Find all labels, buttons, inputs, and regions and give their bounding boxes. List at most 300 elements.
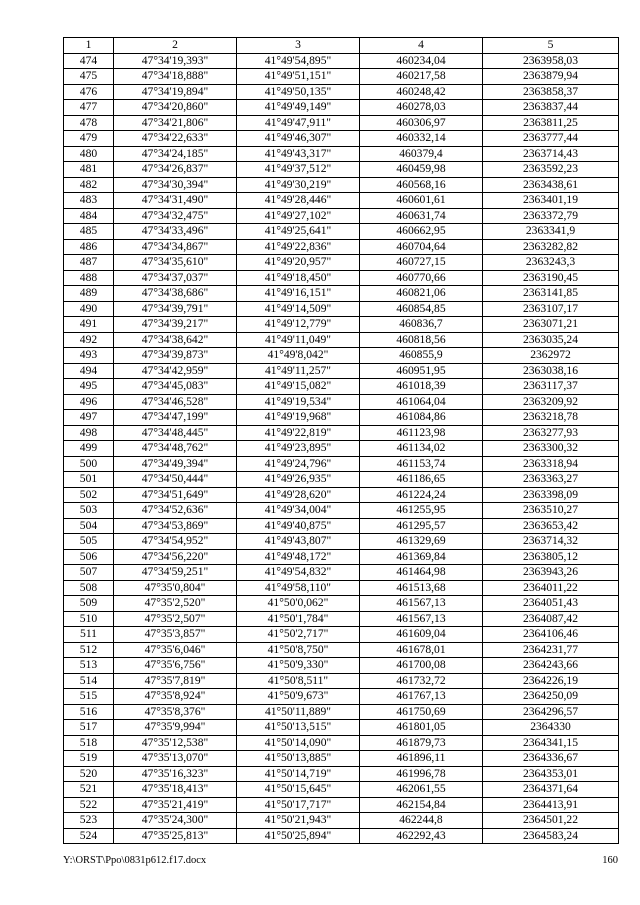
x-coordinate-cell: 460662,95 xyxy=(360,224,483,240)
x-coordinate-cell: 461513,68 xyxy=(360,580,483,596)
y-coordinate-cell: 2363218,78 xyxy=(483,410,619,426)
point-number-cell: 517 xyxy=(64,720,114,736)
longitude-cell: 41°49'25,641" xyxy=(237,224,360,240)
y-coordinate-cell: 2364330 xyxy=(483,720,619,736)
point-number-cell: 478 xyxy=(64,115,114,131)
longitude-cell: 41°49'11,049" xyxy=(237,332,360,348)
longitude-cell: 41°49'26,935" xyxy=(237,472,360,488)
x-coordinate-cell: 461186,65 xyxy=(360,472,483,488)
y-coordinate-cell: 2364501,22 xyxy=(483,813,619,829)
point-number-cell: 491 xyxy=(64,317,114,333)
table-row xyxy=(64,642,619,658)
point-number-cell: 506 xyxy=(64,549,114,565)
x-coordinate-cell: 461064,04 xyxy=(360,394,483,410)
point-number-cell: 486 xyxy=(64,239,114,255)
x-coordinate-cell: 461295,57 xyxy=(360,518,483,534)
table-row xyxy=(64,53,619,69)
point-number-cell: 483 xyxy=(64,193,114,209)
y-coordinate-cell: 2363510,27 xyxy=(483,503,619,519)
point-number-cell: 495 xyxy=(64,379,114,395)
y-coordinate-cell: 2363035,24 xyxy=(483,332,619,348)
x-coordinate-cell: 461879,73 xyxy=(360,735,483,751)
x-coordinate-cell: 461609,04 xyxy=(360,627,483,643)
latitude-cell: 47°34'35,610" xyxy=(114,255,237,271)
x-coordinate-cell: 462061,55 xyxy=(360,782,483,798)
y-coordinate-cell: 2363243,3 xyxy=(483,255,619,271)
y-coordinate-cell: 2363714,43 xyxy=(483,146,619,162)
y-coordinate-cell: 2363117,37 xyxy=(483,379,619,395)
x-coordinate-cell: 460459,98 xyxy=(360,162,483,178)
x-coordinate-cell: 461767,13 xyxy=(360,689,483,705)
y-coordinate-cell: 2363209,92 xyxy=(483,394,619,410)
table-row xyxy=(64,704,619,720)
latitude-cell: 47°34'21,806" xyxy=(114,115,237,131)
coordinates-table xyxy=(63,37,619,844)
table-body xyxy=(64,53,619,844)
y-coordinate-cell: 2363438,61 xyxy=(483,177,619,193)
latitude-cell: 47°35'2,507" xyxy=(114,611,237,627)
longitude-cell: 41°49'8,042" xyxy=(237,348,360,364)
x-coordinate-cell: 460770,66 xyxy=(360,270,483,286)
x-coordinate-cell: 460332,14 xyxy=(360,131,483,147)
point-number-cell: 484 xyxy=(64,208,114,224)
y-coordinate-cell: 2363282,82 xyxy=(483,239,619,255)
longitude-cell: 41°50'11,889" xyxy=(237,704,360,720)
table-row xyxy=(64,549,619,565)
latitude-cell: 47°35'16,323" xyxy=(114,766,237,782)
point-number-cell: 501 xyxy=(64,472,114,488)
table-row xyxy=(64,828,619,844)
latitude-cell: 47°35'2,520" xyxy=(114,596,237,612)
latitude-cell: 47°35'6,046" xyxy=(114,642,237,658)
longitude-cell: 41°49'28,446" xyxy=(237,193,360,209)
y-coordinate-cell: 2363858,37 xyxy=(483,84,619,100)
latitude-cell: 47°34'38,686" xyxy=(114,286,237,302)
latitude-cell: 47°34'20,860" xyxy=(114,100,237,116)
longitude-cell: 41°50'15,645" xyxy=(237,782,360,798)
y-coordinate-cell: 2364051,43 xyxy=(483,596,619,612)
table-row xyxy=(64,115,619,131)
longitude-cell: 41°49'49,149" xyxy=(237,100,360,116)
latitude-cell: 47°34'33,496" xyxy=(114,224,237,240)
x-coordinate-cell: 460836,7 xyxy=(360,317,483,333)
longitude-cell: 41°49'24,796" xyxy=(237,456,360,472)
table-row xyxy=(64,379,619,395)
latitude-cell: 47°34'54,952" xyxy=(114,534,237,550)
latitude-cell: 47°34'32,475" xyxy=(114,208,237,224)
longitude-cell: 41°50'21,943" xyxy=(237,813,360,829)
point-number-cell: 475 xyxy=(64,69,114,85)
x-coordinate-cell: 460379,4 xyxy=(360,146,483,162)
latitude-cell: 47°35'18,413" xyxy=(114,782,237,798)
y-coordinate-cell: 2363879,94 xyxy=(483,69,619,85)
table-row xyxy=(64,673,619,689)
longitude-cell: 41°49'37,512" xyxy=(237,162,360,178)
longitude-cell: 41°50'17,717" xyxy=(237,797,360,813)
longitude-cell: 41°49'28,620" xyxy=(237,487,360,503)
latitude-cell: 47°34'34,867" xyxy=(114,239,237,255)
x-coordinate-cell: 461329,69 xyxy=(360,534,483,550)
latitude-cell: 47°34'26,837" xyxy=(114,162,237,178)
latitude-cell: 47°34'45,083" xyxy=(114,379,237,395)
point-number-cell: 500 xyxy=(64,456,114,472)
y-coordinate-cell: 2363653,42 xyxy=(483,518,619,534)
point-number-cell: 507 xyxy=(64,565,114,581)
point-number-cell: 512 xyxy=(64,642,114,658)
table-header-row xyxy=(64,38,619,54)
table-row xyxy=(64,720,619,736)
x-coordinate-cell: 460248,42 xyxy=(360,84,483,100)
table-row xyxy=(64,766,619,782)
longitude-cell: 41°50'0,062" xyxy=(237,596,360,612)
longitude-cell: 41°49'14,509" xyxy=(237,301,360,317)
latitude-cell: 47°35'9,994" xyxy=(114,720,237,736)
point-number-cell: 497 xyxy=(64,410,114,426)
latitude-cell: 47°34'39,217" xyxy=(114,317,237,333)
table-row xyxy=(64,100,619,116)
longitude-cell: 41°50'25,894" xyxy=(237,828,360,844)
table-row xyxy=(64,84,619,100)
point-number-cell: 523 xyxy=(64,813,114,829)
table-row xyxy=(64,363,619,379)
table-row xyxy=(64,332,619,348)
y-coordinate-cell: 2364087,42 xyxy=(483,611,619,627)
table-row xyxy=(64,565,619,581)
longitude-cell: 41°50'9,330" xyxy=(237,658,360,674)
table-row xyxy=(64,193,619,209)
longitude-cell: 41°49'51,151" xyxy=(237,69,360,85)
y-coordinate-cell: 2363811,25 xyxy=(483,115,619,131)
y-coordinate-cell: 2363300,32 xyxy=(483,441,619,457)
y-coordinate-cell: 2363141,85 xyxy=(483,286,619,302)
latitude-cell: 47°34'50,444" xyxy=(114,472,237,488)
latitude-cell: 47°34'18,888" xyxy=(114,69,237,85)
latitude-cell: 47°35'12,538" xyxy=(114,735,237,751)
point-number-cell: 476 xyxy=(64,84,114,100)
latitude-cell: 47°35'7,819" xyxy=(114,673,237,689)
table-row xyxy=(64,503,619,519)
longitude-cell: 41°49'19,968" xyxy=(237,410,360,426)
table-row xyxy=(64,301,619,317)
latitude-cell: 47°35'6,756" xyxy=(114,658,237,674)
table-row xyxy=(64,735,619,751)
x-coordinate-cell: 461018,39 xyxy=(360,379,483,395)
x-coordinate-cell: 460234,04 xyxy=(360,53,483,69)
x-coordinate-cell: 461464,98 xyxy=(360,565,483,581)
x-coordinate-cell: 461678,01 xyxy=(360,642,483,658)
y-coordinate-cell: 2363398,09 xyxy=(483,487,619,503)
point-number-cell: 522 xyxy=(64,797,114,813)
y-coordinate-cell: 2363277,93 xyxy=(483,425,619,441)
latitude-cell: 47°34'22,633" xyxy=(114,131,237,147)
point-number-cell: 499 xyxy=(64,441,114,457)
longitude-cell: 41°50'14,090" xyxy=(237,735,360,751)
y-coordinate-cell: 2363714,32 xyxy=(483,534,619,550)
point-number-cell: 489 xyxy=(64,286,114,302)
table-row xyxy=(64,224,619,240)
x-coordinate-cell: 460278,03 xyxy=(360,100,483,116)
footer-page-number: 160 xyxy=(602,855,618,866)
y-coordinate-cell: 2364353,01 xyxy=(483,766,619,782)
x-coordinate-cell: 461801,05 xyxy=(360,720,483,736)
point-number-cell: 516 xyxy=(64,704,114,720)
longitude-cell: 41°49'43,317" xyxy=(237,146,360,162)
point-number-cell: 480 xyxy=(64,146,114,162)
point-number-cell: 511 xyxy=(64,627,114,643)
x-coordinate-cell: 461750,69 xyxy=(360,704,483,720)
latitude-cell: 47°34'59,251" xyxy=(114,565,237,581)
latitude-cell: 47°34'24,185" xyxy=(114,146,237,162)
table-row xyxy=(64,518,619,534)
longitude-cell: 41°49'46,307" xyxy=(237,131,360,147)
y-coordinate-cell: 2364341,15 xyxy=(483,735,619,751)
table-row xyxy=(64,611,619,627)
point-number-cell: 493 xyxy=(64,348,114,364)
longitude-cell: 41°50'8,511" xyxy=(237,673,360,689)
point-number-cell: 508 xyxy=(64,580,114,596)
latitude-cell: 47°35'8,924" xyxy=(114,689,237,705)
table-row xyxy=(64,751,619,767)
x-coordinate-cell: 460727,15 xyxy=(360,255,483,271)
longitude-cell: 41°50'13,885" xyxy=(237,751,360,767)
latitude-cell: 47°34'46,528" xyxy=(114,394,237,410)
table-row xyxy=(64,131,619,147)
x-coordinate-cell: 461567,13 xyxy=(360,611,483,627)
y-coordinate-cell: 2364011,22 xyxy=(483,580,619,596)
point-number-cell: 514 xyxy=(64,673,114,689)
column-header: 2 xyxy=(114,38,237,54)
latitude-cell: 47°34'31,490" xyxy=(114,193,237,209)
latitude-cell: 47°34'38,642" xyxy=(114,332,237,348)
table-row xyxy=(64,255,619,271)
y-coordinate-cell: 2363401,19 xyxy=(483,193,619,209)
y-coordinate-cell: 2363363,27 xyxy=(483,472,619,488)
table-row xyxy=(64,286,619,302)
y-coordinate-cell: 2364296,57 xyxy=(483,704,619,720)
x-coordinate-cell: 461567,13 xyxy=(360,596,483,612)
latitude-cell: 47°35'24,300" xyxy=(114,813,237,829)
table-row xyxy=(64,441,619,457)
longitude-cell: 41°49'16,151" xyxy=(237,286,360,302)
longitude-cell: 41°50'13,515" xyxy=(237,720,360,736)
table-row xyxy=(64,472,619,488)
latitude-cell: 47°34'19,894" xyxy=(114,84,237,100)
point-number-cell: 510 xyxy=(64,611,114,627)
x-coordinate-cell: 462154,84 xyxy=(360,797,483,813)
latitude-cell: 47°35'13,070" xyxy=(114,751,237,767)
point-number-cell: 488 xyxy=(64,270,114,286)
table-row xyxy=(64,239,619,255)
longitude-cell: 41°49'54,895" xyxy=(237,53,360,69)
longitude-cell: 41°50'8,750" xyxy=(237,642,360,658)
latitude-cell: 47°34'19,393" xyxy=(114,53,237,69)
point-number-cell: 490 xyxy=(64,301,114,317)
point-number-cell: 509 xyxy=(64,596,114,612)
column-header: 5 xyxy=(483,38,619,54)
y-coordinate-cell: 2364371,64 xyxy=(483,782,619,798)
table-row xyxy=(64,317,619,333)
y-coordinate-cell: 2364226,19 xyxy=(483,673,619,689)
footer-file-path: Y:\ORST\Ppo\0831p612.f17.docx xyxy=(63,855,207,866)
latitude-cell: 47°34'48,762" xyxy=(114,441,237,457)
point-number-cell: 481 xyxy=(64,162,114,178)
longitude-cell: 41°49'18,450" xyxy=(237,270,360,286)
x-coordinate-cell: 460855,9 xyxy=(360,348,483,364)
table-row xyxy=(64,348,619,364)
point-number-cell: 513 xyxy=(64,658,114,674)
x-coordinate-cell: 461123,98 xyxy=(360,425,483,441)
y-coordinate-cell: 2363805,12 xyxy=(483,549,619,565)
point-number-cell: 519 xyxy=(64,751,114,767)
x-coordinate-cell: 460951,95 xyxy=(360,363,483,379)
y-coordinate-cell: 2363190,45 xyxy=(483,270,619,286)
longitude-cell: 41°49'34,004" xyxy=(237,503,360,519)
latitude-cell: 47°34'51,649" xyxy=(114,487,237,503)
table-row xyxy=(64,177,619,193)
table-row xyxy=(64,425,619,441)
y-coordinate-cell: 2364336,67 xyxy=(483,751,619,767)
y-coordinate-cell: 2363958,03 xyxy=(483,53,619,69)
x-coordinate-cell: 461996,78 xyxy=(360,766,483,782)
latitude-cell: 47°35'25,813" xyxy=(114,828,237,844)
point-number-cell: 502 xyxy=(64,487,114,503)
latitude-cell: 47°34'52,636" xyxy=(114,503,237,519)
table-row xyxy=(64,596,619,612)
longitude-cell: 41°49'22,819" xyxy=(237,425,360,441)
table-row xyxy=(64,627,619,643)
table-row xyxy=(64,270,619,286)
point-number-cell: 505 xyxy=(64,534,114,550)
y-coordinate-cell: 2364106,46 xyxy=(483,627,619,643)
latitude-cell: 47°35'21,419" xyxy=(114,797,237,813)
point-number-cell: 482 xyxy=(64,177,114,193)
x-coordinate-cell: 462292,43 xyxy=(360,828,483,844)
table-row xyxy=(64,208,619,224)
x-coordinate-cell: 460854,85 xyxy=(360,301,483,317)
y-coordinate-cell: 2363318,94 xyxy=(483,456,619,472)
point-number-cell: 492 xyxy=(64,332,114,348)
latitude-cell: 47°34'42,959" xyxy=(114,363,237,379)
longitude-cell: 41°49'23,895" xyxy=(237,441,360,457)
latitude-cell: 47°35'3,857" xyxy=(114,627,237,643)
longitude-cell: 41°49'20,957" xyxy=(237,255,360,271)
table-row xyxy=(64,69,619,85)
latitude-cell: 47°34'30,394" xyxy=(114,177,237,193)
longitude-cell: 41°50'2,717" xyxy=(237,627,360,643)
table-row xyxy=(64,146,619,162)
longitude-cell: 41°49'48,172" xyxy=(237,549,360,565)
point-number-cell: 515 xyxy=(64,689,114,705)
y-coordinate-cell: 2363943,26 xyxy=(483,565,619,581)
point-number-cell: 524 xyxy=(64,828,114,844)
latitude-cell: 47°35'8,376" xyxy=(114,704,237,720)
point-number-cell: 518 xyxy=(64,735,114,751)
longitude-cell: 41°50'9,673" xyxy=(237,689,360,705)
x-coordinate-cell: 460568,16 xyxy=(360,177,483,193)
x-coordinate-cell: 460818,56 xyxy=(360,332,483,348)
table-row xyxy=(64,658,619,674)
longitude-cell: 41°49'19,534" xyxy=(237,394,360,410)
point-number-cell: 498 xyxy=(64,425,114,441)
y-coordinate-cell: 2364243,66 xyxy=(483,658,619,674)
latitude-cell: 47°34'39,791" xyxy=(114,301,237,317)
y-coordinate-cell: 2364413,91 xyxy=(483,797,619,813)
table-row xyxy=(64,534,619,550)
x-coordinate-cell: 462244,8 xyxy=(360,813,483,829)
longitude-cell: 41°49'30,219" xyxy=(237,177,360,193)
x-coordinate-cell: 461134,02 xyxy=(360,441,483,457)
longitude-cell: 41°49'22,836" xyxy=(237,239,360,255)
latitude-cell: 47°34'37,037" xyxy=(114,270,237,286)
point-number-cell: 479 xyxy=(64,131,114,147)
x-coordinate-cell: 461153,74 xyxy=(360,456,483,472)
y-coordinate-cell: 2363372,79 xyxy=(483,208,619,224)
latitude-cell: 47°35'0,804" xyxy=(114,580,237,596)
x-coordinate-cell: 461084,86 xyxy=(360,410,483,426)
x-coordinate-cell: 461224,24 xyxy=(360,487,483,503)
longitude-cell: 41°50'14,719" xyxy=(237,766,360,782)
column-header: 3 xyxy=(237,38,360,54)
y-coordinate-cell: 2363071,21 xyxy=(483,317,619,333)
x-coordinate-cell: 461700,08 xyxy=(360,658,483,674)
y-coordinate-cell: 2362972 xyxy=(483,348,619,364)
table-row xyxy=(64,813,619,829)
x-coordinate-cell: 460821,06 xyxy=(360,286,483,302)
point-number-cell: 474 xyxy=(64,53,114,69)
point-number-cell: 521 xyxy=(64,782,114,798)
latitude-cell: 47°34'48,445" xyxy=(114,425,237,441)
y-coordinate-cell: 2363107,17 xyxy=(483,301,619,317)
y-coordinate-cell: 2363777,44 xyxy=(483,131,619,147)
longitude-cell: 41°49'40,875" xyxy=(237,518,360,534)
point-number-cell: 494 xyxy=(64,363,114,379)
longitude-cell: 41°49'11,257" xyxy=(237,363,360,379)
y-coordinate-cell: 2363341,9 xyxy=(483,224,619,240)
point-number-cell: 487 xyxy=(64,255,114,271)
x-coordinate-cell: 461255,95 xyxy=(360,503,483,519)
column-header: 4 xyxy=(360,38,483,54)
longitude-cell: 41°50'1,784" xyxy=(237,611,360,627)
x-coordinate-cell: 461732,72 xyxy=(360,673,483,689)
x-coordinate-cell: 461896,11 xyxy=(360,751,483,767)
table-row xyxy=(64,580,619,596)
table-row xyxy=(64,162,619,178)
longitude-cell: 41°49'58,110" xyxy=(237,580,360,596)
point-number-cell: 485 xyxy=(64,224,114,240)
y-coordinate-cell: 2363837,44 xyxy=(483,100,619,116)
point-number-cell: 503 xyxy=(64,503,114,519)
longitude-cell: 41°49'54,832" xyxy=(237,565,360,581)
x-coordinate-cell: 460704,64 xyxy=(360,239,483,255)
y-coordinate-cell: 2364583,24 xyxy=(483,828,619,844)
longitude-cell: 41°49'47,911" xyxy=(237,115,360,131)
longitude-cell: 41°49'27,102" xyxy=(237,208,360,224)
y-coordinate-cell: 2363038,16 xyxy=(483,363,619,379)
y-coordinate-cell: 2364250,09 xyxy=(483,689,619,705)
point-number-cell: 496 xyxy=(64,394,114,410)
longitude-cell: 41°49'15,082" xyxy=(237,379,360,395)
table-row xyxy=(64,782,619,798)
latitude-cell: 47°34'56,220" xyxy=(114,549,237,565)
longitude-cell: 41°49'43,807" xyxy=(237,534,360,550)
x-coordinate-cell: 460306,97 xyxy=(360,115,483,131)
column-header: 1 xyxy=(64,38,114,54)
latitude-cell: 47°34'53,869" xyxy=(114,518,237,534)
latitude-cell: 47°34'47,199" xyxy=(114,410,237,426)
point-number-cell: 477 xyxy=(64,100,114,116)
x-coordinate-cell: 460601,61 xyxy=(360,193,483,209)
latitude-cell: 47°34'39,873" xyxy=(114,348,237,364)
